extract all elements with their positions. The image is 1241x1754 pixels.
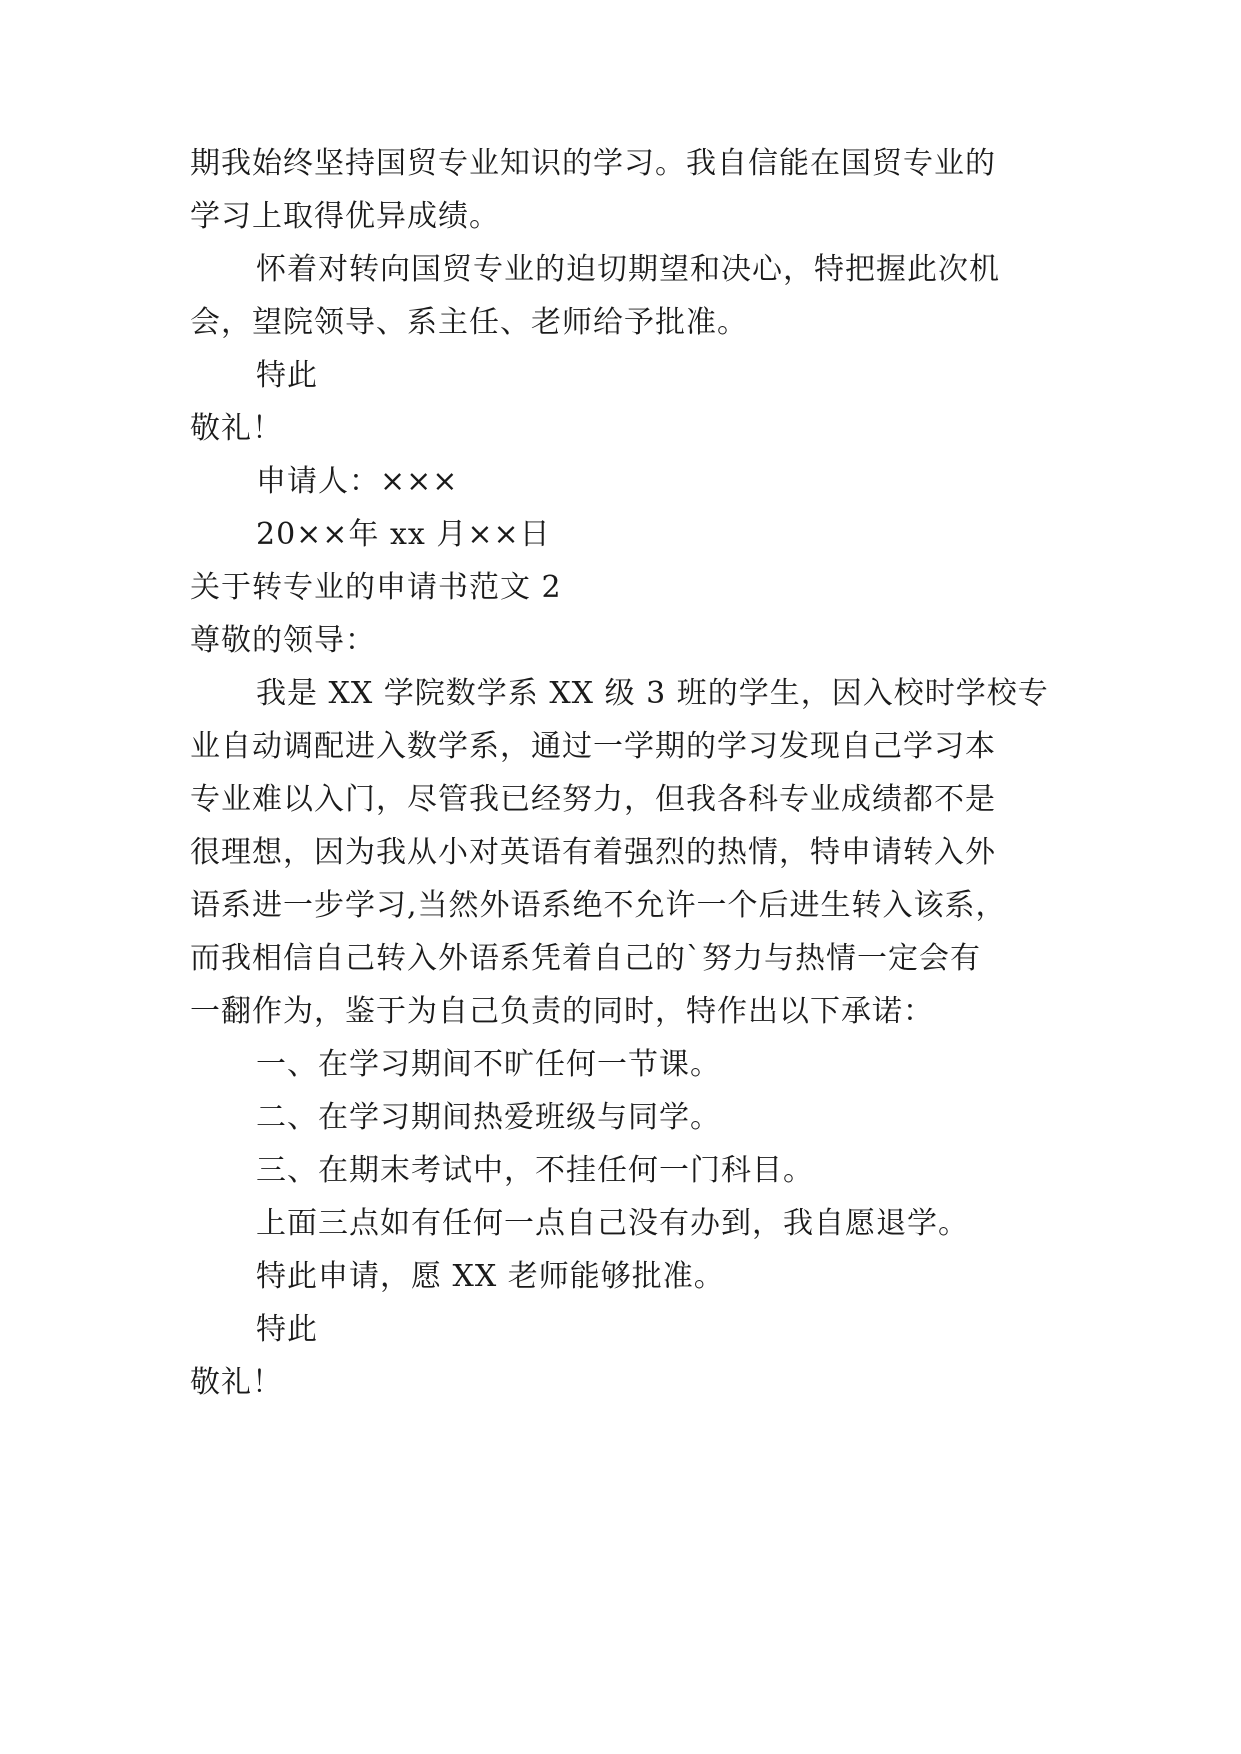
paragraph-line: 专业难以入门，尽管我已经努力，但我各科专业成绩都不是 xyxy=(190,782,996,817)
list-item: 三、在期末考试中，不挂任何一门科目。 xyxy=(256,1153,814,1188)
section-title: 关于转专业的申请书范文 2 xyxy=(190,570,562,605)
list-item: 二、在学习期间热爱班级与同学。 xyxy=(256,1100,721,1135)
paragraph-line: 我是 XX 学院数学系 XX 级 3 班的学生，因入校时学校专 xyxy=(256,676,1049,711)
salutation: 尊敬的领导： xyxy=(190,623,376,658)
list-item: 一、在学习期间不旷任何一节课。 xyxy=(256,1047,721,1082)
document-date: 20××年 xx 月××日 xyxy=(256,517,551,552)
closing-phrase: 特此 xyxy=(256,1312,318,1347)
paragraph-line: 很理想，因为我从小对英语有着强烈的热情，特申请转入外 xyxy=(190,835,996,870)
paragraph-line: 会，望院领导、系主任、老师给予批准。 xyxy=(190,305,748,340)
closing-phrase: 特此 xyxy=(256,358,318,393)
paragraph-line: 而我相信自己转入外语系凭着自己的`努力与热情一定会有 xyxy=(190,941,981,976)
paragraph-line: 业自动调配进入数学系，通过一学期的学习发现自己学习本 xyxy=(190,729,996,764)
applicant-signature: 申请人：××× xyxy=(256,464,459,499)
paragraph-line: 语系进一步学习,当然外语系绝不允许一个后进生转入该系， xyxy=(190,888,1007,923)
paragraph-line: 上面三点如有任何一点自己没有办到，我自愿退学。 xyxy=(256,1206,969,1241)
salutation-closing: 敬礼！ xyxy=(190,1365,283,1400)
paragraph-line: 一翻作为，鉴于为自己负责的同时，特作出以下承诺： xyxy=(190,994,934,1029)
paragraph-line: 期我始终坚持国贸专业知识的学习。我自信能在国贸专业的 xyxy=(190,146,996,181)
salutation-closing: 敬礼！ xyxy=(190,411,283,446)
paragraph-line: 怀着对转向国贸专业的迫切期望和决心，特把握此次机 xyxy=(256,252,1000,287)
paragraph-line: 特此申请，愿 XX 老师能够批准。 xyxy=(256,1259,725,1294)
paragraph-line: 学习上取得优异成绩。 xyxy=(190,199,500,234)
